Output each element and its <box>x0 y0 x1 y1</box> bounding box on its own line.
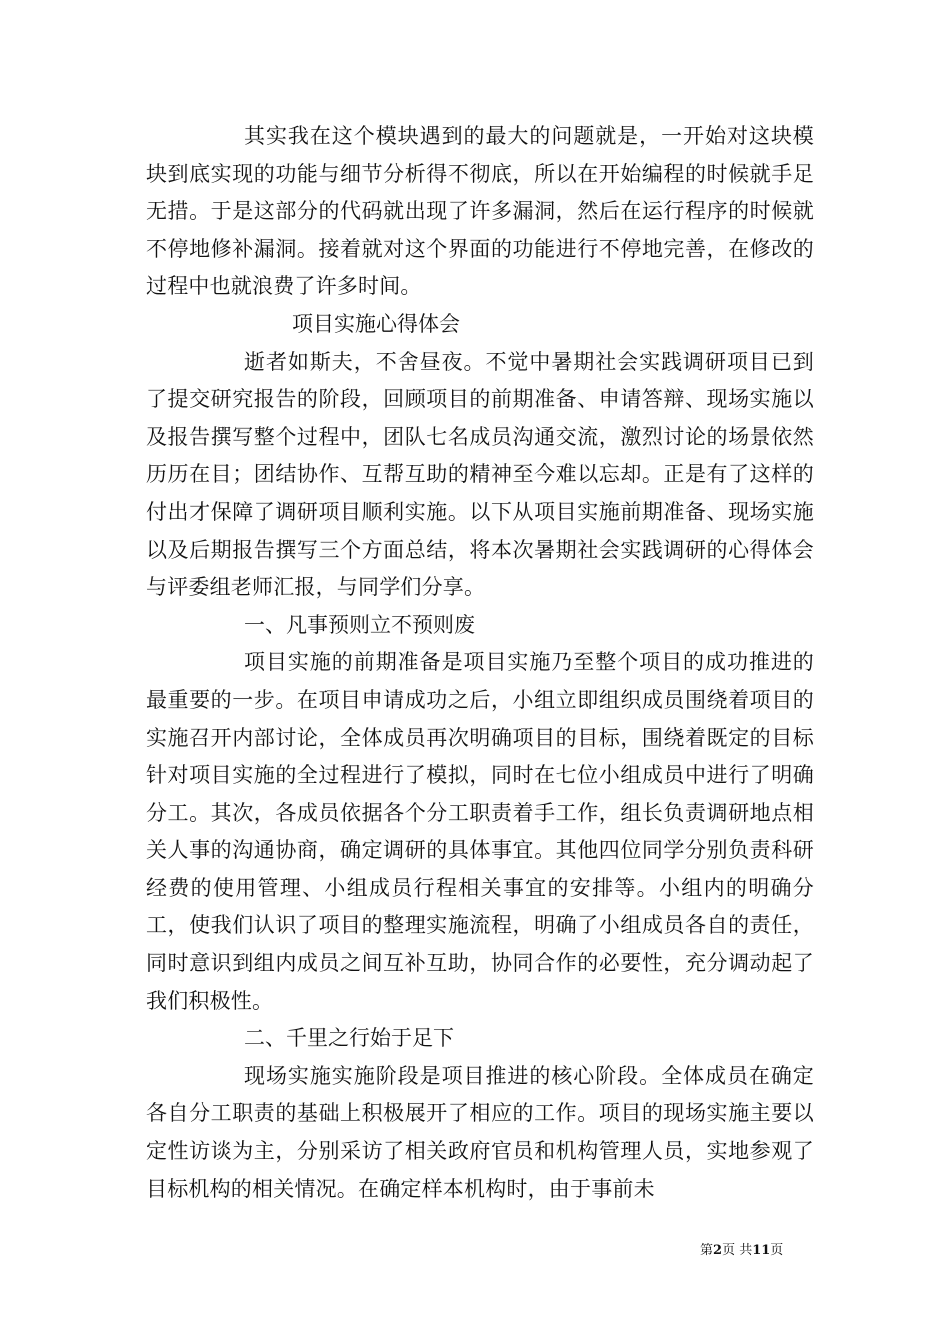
paragraph-intro: 逝者如斯夫，不舍昼夜。不觉中暑期社会实践调研项目已到了提交研究报告的阶段，回顾项目的前期准备、申请答辩、现场实施以及报告撰写整个过程中，团队七名成员沟通交流，激烈讨论的场景依然历历在目；团结协作、互帮互助的精神至今难以忘却。正是有了这样的付出才保障了调研项目顺利实施。以下从项目实施前期准备、现场实施以及后期报告撰写三个方面总结，将本次暑期社会实践调研的心得体会与评委组老师汇报，与同学们分享。 <box>146 349 814 600</box>
section-title: 项目实施心得体会 <box>292 311 460 336</box>
page-number-footer <box>700 1242 820 1260</box>
paragraph-section1: 项目实施的前期准备是项目实施乃至整个项目的成功推进的最重要的一步。在项目申请成功之后，小组立即组织成员围绕着项目的实施召开内部讨论，全体成员再次明确项目的目标，围绕着既定的目标针对项目实施的全过程进行了模拟，同时在七位小组成员中进行了明确分工。其次，各成员依据各个分工职责着手工作，组长负责调研地点相关人事的沟通协商，确定调研的具体事宜。其他四位同学分别负责科研经费的使用管理、小组成员行程相关事宜的安排等。小组内的明确分工，使我们认识了项目的整理实施流程，明确了小组成员各自的责任，同时意识到组内成员之间互补互助，协同合作的必要性，充分调动起了我们积极性。 <box>146 650 814 1013</box>
section2-heading: 二、千里之行始于足下 <box>244 1026 454 1051</box>
footer-prefix: 第 <box>700 1243 714 1258</box>
paragraph-section2: 现场实施实施阶段是项目推进的核心阶段。全体成员在确定各自分工职责的基础上积极展开了相应的工作。项目的现场实施主要以定性访谈为主，分别采访了相关政府官员和机构管理人员，实地参观了目标机构的相关情况。在确定样本机构时，由于事前未 <box>146 1063 814 1201</box>
footer-middle: 页 共 <box>722 1243 753 1258</box>
paragraph-module-problem: 其实我在这个模块遇到的最大的问题就是，一开始对这块模块到底实现的功能与细节分析得不彻底，所以在开始编程的时候就手足无措。于是这部分的代码就出现了许多漏洞，然后在运行程序的时候就不停地修补漏洞。接着就对这个界面的功能进行不停地完善，在修改的过程中也就浪费了许多时间。 <box>146 124 814 299</box>
footer-current-page: 2 <box>713 1243 723 1258</box>
footer-total-pages: 11 <box>752 1243 771 1258</box>
footer-suffix: 页 <box>770 1243 784 1258</box>
section1-heading: 一、凡事预则立不预则废 <box>244 612 475 637</box>
document-body <box>146 118 814 1208</box>
